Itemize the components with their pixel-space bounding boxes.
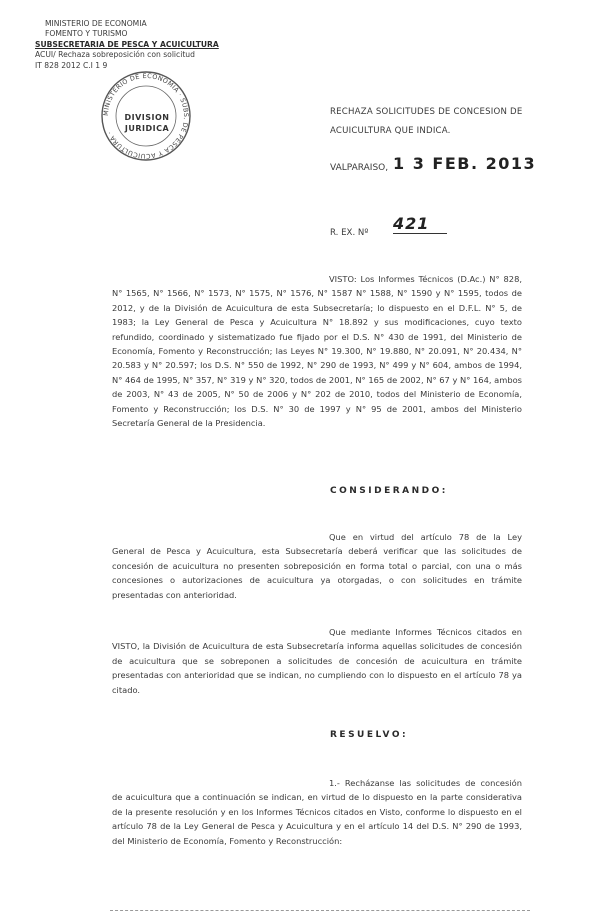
document-reference — [330, 103, 530, 141]
page-bottom-mark — [110, 910, 530, 911]
considerando-heading: CONSIDERANDO: — [330, 486, 448, 496]
considerando-paragraph-1: Que en virtud del artículo 78 de la Ley General de Pesca y Acuicultura, esta Subsecretaría deberá verificar que las solicitudes de concesión de acuicultura no presenten sobreposición en forma total o parcial, con una o más concesiones o autorizaciones de acuicultura ya otorgadas, o con solicitudes en trámite presentadas con anterioridad. — [112, 532, 522, 600]
resolution-label: R. EX. Nº — [330, 228, 369, 238]
stamp-center-text — [114, 112, 180, 134]
ministry-line-2: FOMENTO Y TURISMO — [45, 29, 128, 39]
date-place: VALPARAISO, — [330, 163, 389, 173]
ministry-line-1: MINISTERIO DE ECONOMIA — [45, 19, 147, 28]
letterhead — [35, 19, 219, 71]
date-value: 1 3 FEB. 2013 — [393, 154, 537, 173]
stamp-line-1: DIVISION — [124, 113, 170, 122]
subsecretaria-line: SUBSECRETARIA DE PESCA Y ACUICULTURA — [35, 39, 219, 49]
stamp-ring-text: MINISTERIO DE ECONOMIA · SUBS. DE PESCA Y ACUICULTURA · — [101, 71, 191, 161]
stamp-line-2: JURIDICA — [124, 124, 170, 133]
acui-line: ACUI/ Rechaza sobreposición con solicitud — [35, 50, 195, 60]
visto-paragraph: VISTO: Los Informes Técnicos (D.Ac.) N° 828, N° 1565, N° 1566, N° 1573, N° 1575, N° 1576, N° 1587 N° 1588, N° 1590 y N° 1595, todos de 2012, y de la División de Acuicultura de esta Subsecretaría; lo dispuesto en el D.F.L. N° 5, de 1983; la Ley General de Pesca y Acuicultura N° 18.892 y sus modificaciones, cuyo texto refundido, coordinado y sistematizado fue fijado por el D.S. N° 430 de 1991, del Ministerio de Economía, Fomento y Reconstrucción; las Leyes N° 19.300, N° 19.880, N° 20.091, N° 20.434, N° 20.583 y N° 20.597; los D.S. N° 550 de 1992, N° 290 de 1993, N° 499 y N° 604, ambos de 1994, N° 464 de 1995, N° 357, N° 319 y N° 320, todos de 2001, N° 165 de 2002, N° 67 y N° 164, ambos de 2003, N° 43 de 2005, N° 50 de 2006 y N° 202 de 2010, todos del Ministerio de Economía, Fomento y Reconstrucción; los D.S. N° 30 de 1997 y N° 95 de 2001, ambos del Ministerio Secretaría General de la Presidencia. — [112, 274, 522, 429]
it-line: IT 828 2012 C.I 1 9 — [35, 60, 108, 70]
reference-line-1: RECHAZA SOLICITUDES DE CONCESION DE — [330, 107, 523, 117]
resolution-number: 421 — [393, 214, 430, 233]
reference-line-2: ACUICULTURA QUE INDICA. — [330, 126, 451, 136]
considerando-paragraph-2: Que mediante Informes Técnicos citados en VISTO, la División de Acuicultura de esta Subsecretaría informa aquellas solicitudes de concesión de acuicultura que se sobreponen a solicitudes de concesión de acuicultura en trámite presentadas con anterioridad que se indican, no cumpliendo con lo dispuesto en el artículo 78 ya citado. — [112, 627, 522, 695]
resolution-underline — [393, 233, 447, 234]
resuelvo-heading: RESUELVO: — [330, 730, 409, 740]
resuelvo-paragraph-1: 1.- Recházanse las solicitudes de concesión de acuicultura que a continuación se indican, en virtud de lo dispuesto en la parte considerativa de la presente resolución y en los Informes Técnicos citados en Visto, conforme lo dispuesto en el artículo 78 de la Ley General de Pesca y Acuicultura y en el artículo 14 del D.S. N° 290 de 1993, del Ministerio de Economía, Fomento y Reconstrucción: — [112, 778, 522, 846]
